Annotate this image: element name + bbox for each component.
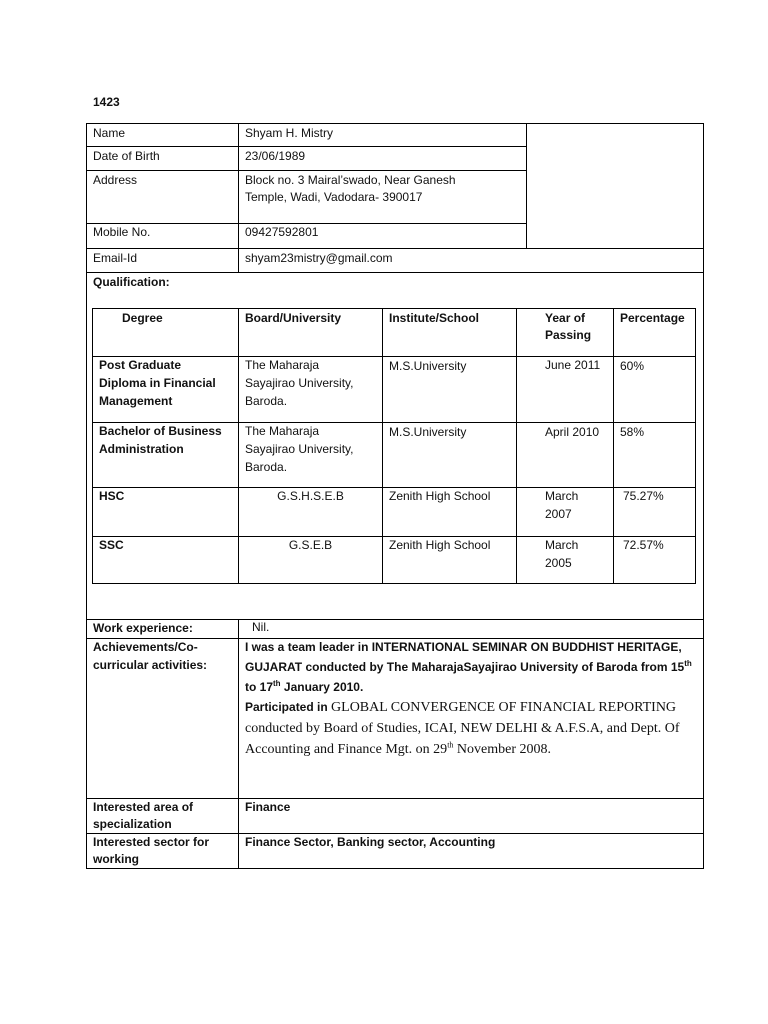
achievements-label-cell — [86, 638, 239, 799]
year-value: April 2010 — [545, 425, 600, 439]
achievements-label-line-2: curricular activities: — [93, 658, 208, 672]
dob-label-cell — [86, 146, 239, 171]
work-value-cell — [238, 619, 704, 639]
sector-value: Finance Sector, Banking sector, Accounting — [245, 835, 496, 849]
institute-value: Zenith High School — [389, 538, 491, 552]
sector-value-cell — [238, 833, 704, 869]
table-row-1-percentage — [613, 356, 696, 423]
address-value-cell — [238, 170, 527, 224]
achievement-line-2: GUJARAT conducted by The MaharajaSayajirao University of Baroda from 15th — [245, 659, 692, 674]
specialization-value: Finance — [245, 800, 291, 814]
table-row-2-degree — [92, 422, 239, 488]
table-row-4-board — [238, 536, 383, 584]
address-line-2: Temple, Wadi, Vadodara- 390017 — [245, 190, 423, 204]
header-year-line-1: Year of — [545, 311, 586, 325]
table-row-4-degree — [92, 536, 239, 584]
name-label: Name — [93, 126, 126, 140]
board-line: The Maharaja — [245, 358, 320, 372]
sector-label-line-2: working — [93, 852, 140, 866]
table-row-3-year — [516, 487, 614, 537]
percentage-value: 58% — [620, 425, 645, 439]
institute-value: M.S.University — [389, 359, 467, 373]
achievement-paragraph-2: Participated in GLOBAL CONVERGENCE OF FINANCIAL REPORTING conducted by Board of Studies, ICAI, NEW DELHI & A.F.S.A, and Dept. Of Accounting and Finance Mgt. on 29th November 2008. — [245, 700, 680, 757]
year-value: June 2011 — [545, 358, 601, 372]
institute-value: Zenith High School — [389, 489, 491, 503]
table-row-1-institute — [382, 356, 517, 423]
degree-line: Post Graduate — [99, 358, 182, 372]
table-row-2-board — [238, 422, 383, 488]
email-value-cell — [238, 248, 704, 273]
header-institute-cell — [382, 308, 517, 357]
work-value: Nil. — [252, 620, 270, 634]
table-row-4-year — [516, 536, 614, 584]
percentage-value: 72.57% — [623, 538, 664, 552]
mobile-value: 09427592801 — [245, 225, 319, 239]
year-line: March — [545, 489, 579, 503]
table-row-1-year — [516, 356, 614, 423]
table-row-2-institute — [382, 422, 517, 488]
header-degree: Degree — [122, 311, 163, 325]
sector-label-cell — [86, 833, 239, 869]
table-row-4-percentage — [613, 536, 696, 584]
photo-box — [526, 123, 704, 249]
board-line: Sayajirao University, — [245, 376, 354, 390]
percentage-value: 75.27% — [623, 489, 664, 503]
board-line: The Maharaja — [245, 424, 320, 438]
degree-line: Administration — [99, 442, 184, 456]
header-percentage: Percentage — [620, 311, 685, 325]
dob-label: Date of Birth — [93, 149, 160, 163]
achievements-label-line-1: Achievements/Co- — [93, 640, 198, 654]
work-label-cell — [86, 619, 239, 639]
header-board-cell — [238, 308, 383, 357]
header-degree-cell — [92, 308, 239, 357]
achievement-line-3: to 17th January 2010. — [245, 679, 364, 694]
sector-label-line-1: Interested sector for — [93, 835, 210, 849]
table-row-4-institute — [382, 536, 517, 584]
address-label-cell — [86, 170, 239, 224]
achievement-line-1: I was a team leader in INTERNATIONAL SEMINAR ON BUDDHIST HERITAGE, — [245, 640, 682, 654]
degree-line: Bachelor of Business — [99, 424, 222, 438]
table-row-1-degree — [92, 356, 239, 423]
qualification-label: Qualification: — [93, 275, 170, 289]
email-label: Email-Id — [93, 251, 138, 265]
table-row-3-percentage — [613, 487, 696, 537]
board-line: G.S.H.S.E.B — [277, 489, 344, 503]
degree-line: Diploma in Financial — [99, 376, 216, 390]
header-institute: Institute/School — [389, 311, 479, 325]
table-row-2-year — [516, 422, 614, 488]
institute-value: M.S.University — [389, 425, 467, 439]
degree-line: SSC — [99, 538, 124, 552]
table-row-2-percentage — [613, 422, 696, 488]
mobile-label: Mobile No. — [93, 225, 151, 239]
specialization-label-cell — [86, 798, 239, 834]
board-line: Sayajirao University, — [245, 442, 354, 456]
board-line: Baroda. — [245, 394, 288, 408]
email-value: shyam23mistry@gmail.com — [245, 251, 393, 265]
year-line: 2005 — [545, 556, 572, 570]
header-board: Board/University — [245, 311, 342, 325]
name-value: Shyam H. Mistry — [245, 126, 334, 140]
degree-line: HSC — [99, 489, 125, 503]
header-percentage-cell — [613, 308, 696, 357]
mobile-value-cell — [238, 223, 527, 249]
name-value-cell — [238, 123, 527, 147]
table-row-3-institute — [382, 487, 517, 537]
address-line-1: Block no. 3 Mairal’swado, Near Ganesh — [245, 173, 456, 187]
dob-value-cell — [238, 146, 527, 171]
address-label: Address — [93, 173, 138, 187]
work-label: Work experience: — [93, 621, 193, 635]
year-line: 2007 — [545, 507, 572, 521]
table-row-3-board — [238, 487, 383, 537]
name-label-cell — [86, 123, 239, 147]
specialization-value-cell — [238, 798, 704, 834]
achievements-value-cell — [238, 638, 704, 799]
email-label-cell — [86, 248, 239, 273]
board-line: G.S.E.B — [288, 538, 333, 552]
degree-line: Management — [99, 394, 173, 408]
table-row-1-board — [238, 356, 383, 423]
mobile-label-cell — [86, 223, 239, 249]
specialization-label-line-1: Interested area of — [93, 800, 194, 814]
dob-value: 23/06/1989 — [245, 149, 306, 163]
year-line: March — [545, 538, 579, 552]
board-line: Baroda. — [245, 460, 288, 474]
percentage-value: 60% — [620, 359, 645, 373]
table-row-3-degree — [92, 487, 239, 537]
header-year-line-2: Passing — [545, 328, 592, 342]
header-year-cell — [516, 308, 614, 357]
document-id: 1423 — [93, 95, 120, 109]
specialization-label-line-2: specialization — [93, 817, 172, 831]
